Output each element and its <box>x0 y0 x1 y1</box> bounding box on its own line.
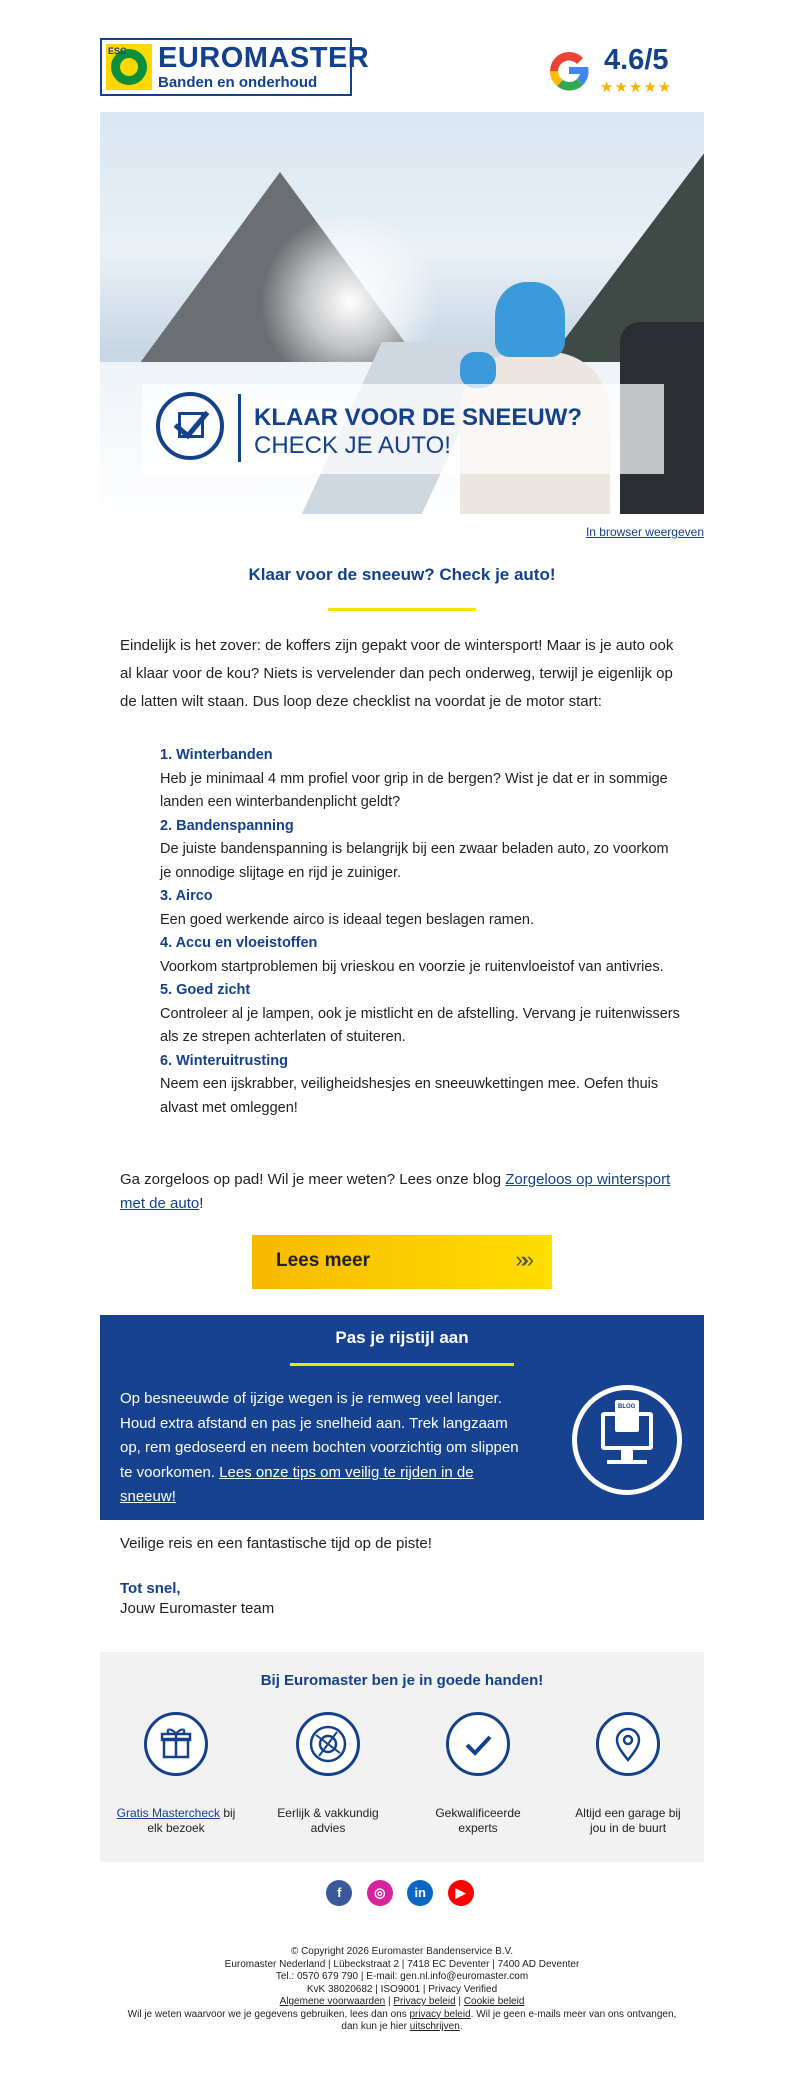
double-chevron-icon: »» <box>515 1247 528 1272</box>
hero-banner <box>142 384 664 474</box>
location-pin-icon <box>596 1712 660 1776</box>
google-rating[interactable] <box>546 46 706 98</box>
signoff-team: Jouw Euromaster team <box>120 1600 275 1617</box>
cookie-link[interactable]: Cookie beleid <box>463 1996 525 2007</box>
email-headline: Klaar voor de sneeuw? Check je auto! <box>248 565 556 584</box>
tire-icon <box>296 1712 360 1776</box>
brand-name: EUROMASTER <box>158 42 370 74</box>
youtube-icon[interactable]: ▶ <box>448 1880 474 1906</box>
linkedin-icon[interactable]: in <box>407 1880 433 1906</box>
privacy-link[interactable]: Privacy beleid <box>393 1996 456 2007</box>
facebook-icon[interactable]: f <box>326 1880 352 1906</box>
terms-link[interactable]: Algemene voorwaarden <box>279 1996 386 2007</box>
read-more-label: Lees meer <box>276 1250 371 1271</box>
checklist-item: 6. Winteruitrusting Neem een ijskrabber, veiligheidshesjes en sneeuwkettingen mee. Oefen thuis alvast met omleggen! <box>160 1052 659 1116</box>
checklist <box>160 744 680 1120</box>
rating-stars: ★★★★★ <box>600 79 673 96</box>
footer-legal-links: Algemene voorwaarden | Privacy beleid | Cookie beleid <box>279 1996 525 2007</box>
banner-line2: CHECK JE AUTO! <box>254 432 451 459</box>
checklist-item: 3. Airco Een goed werkende airco is ideaal tegen beslagen ramen. <box>160 888 535 928</box>
driving-style-section <box>100 1315 704 1520</box>
benefits-section <box>100 1652 704 1862</box>
checklist-item: 5. Goed zicht Controleer al je lampen, ook je mistlicht en de afstelling. Vervang je ruitenwissers als ze strepen achterlaten of stuiteren. <box>160 982 680 1045</box>
checkbox-icon <box>156 392 224 460</box>
blog-icon: BLOG <box>572 1385 682 1495</box>
read-more-button[interactable] <box>252 1235 552 1289</box>
footer-address: Euromaster Nederland | Lübeckstraat 2 | 7418 EC Deventer | 7400 AD Deventer <box>224 1958 580 1970</box>
checklist-item: 1. Winterbanden Heb je minimaal 4 mm profiel voor grip in de bergen? Wist je dat er in sommige landen een winterbandenplicht geldt? <box>160 747 668 810</box>
unsubscribe-link[interactable]: uitschrijven <box>409 2021 460 2032</box>
snow-driving-tips-link[interactable]: Lees onze tips om veilig te rijden in de sneeuw! <box>120 1463 474 1505</box>
checklist-item: 4. Accu en vloeistoffen Voorkom startproblemen bij vrieskou en voorzie je ruitenvloeistof van antivries. <box>160 935 664 975</box>
google-icon <box>546 48 592 94</box>
footer <box>120 1946 684 2034</box>
view-in-browser-link[interactable]: In browser weergeven <box>585 525 704 539</box>
benefit-mastercheck: Gratis Mastercheck bij elk bezoek <box>116 1712 236 1836</box>
headline-divider <box>328 608 476 611</box>
instagram-icon[interactable]: ◎ <box>367 1880 393 1906</box>
social-links <box>0 1880 800 1906</box>
checklist-item: 2. Bandenspanning De juiste bandenspanning is belangrijk bij een zwaar beladen auto, zo voorkom je onnodige slijtage en rijd je zuiniger. <box>160 817 669 881</box>
benefit-experts: Gekwalificeerde experts <box>418 1712 538 1836</box>
blog-link[interactable]: Zorgeloos op wintersport met de auto <box>120 1171 671 1212</box>
footer-gdpr: Wil je weten waarvoor we je gegevens gebruiken, lees dan ons privacy beleid. Wil je geen e-mails meer van ons ontvangen, dan kun je hier uitschrijven. <box>127 2008 677 2032</box>
euromaster-logo[interactable] <box>100 38 370 96</box>
gift-icon <box>144 1712 208 1776</box>
footer-contact: Tel.: 0570 679 790 | E-mail: gen.nl.info@euromaster.com <box>275 1971 529 1982</box>
banner-line1: KLAAR VOOR DE SNEEUW? <box>254 404 583 431</box>
brand-tagline: Banden en onderhoud <box>158 74 318 91</box>
footer-registry: KvK 38020682 | ISO9001 | Privacy Verified <box>306 1983 498 1995</box>
driving-style-text: Op besneeuwde of ijzige wegen is je remweg veel langer. Houd extra afstand en pas je snelheid aan. Trek langzaam op, rem gedoseerd en neem bochten voorzichtig om slippen te voorkomen. Lees onze tips om veilig te rijden in de sneeuw! <box>120 1390 519 1505</box>
driving-style-divider <box>290 1363 514 1366</box>
farewell-text: Veilige reis en een fantastische tijd op de piste! <box>120 1535 432 1552</box>
benefit-nearby-garage: Altijd een garage bij jou in de buurt <box>568 1712 688 1836</box>
rating-score: 4.6/5 <box>604 44 669 76</box>
intro-text: Eindelijk is het zover: de koffers zijn gepakt voor de wintersport! Maar is je auto ook al klaar voor de kou? Niets is vervelender dan pech onderweg, terwijl je eigenlijk op de latten wilt staan. Dus loop deze checklist na voordat je de motor start: <box>120 637 674 710</box>
driving-style-title: Pas je rijstijl aan <box>335 1328 469 1347</box>
checkmark-icon <box>446 1712 510 1776</box>
benefits-title: Bij Euromaster ben je in goede handen! <box>260 1672 544 1689</box>
logo-mark: ESC <box>106 44 152 90</box>
benefit-advice: Eerlijk & vakkundig advies <box>268 1712 388 1836</box>
signoff-greeting: Tot snel, <box>120 1580 181 1597</box>
free-mastercheck-link[interactable]: Gratis Mastercheck <box>116 1806 220 1820</box>
footer-copyright: © Copyright 2026 Euromaster Bandenservice B.V. <box>290 1946 514 1957</box>
closing-text: Ga zorgeloos op pad! Wil je meer weten? Lees onze blog Zorgeloos op wintersport met de auto! <box>120 1171 671 1212</box>
privacy-policy-link[interactable]: privacy beleid <box>409 2008 471 2020</box>
